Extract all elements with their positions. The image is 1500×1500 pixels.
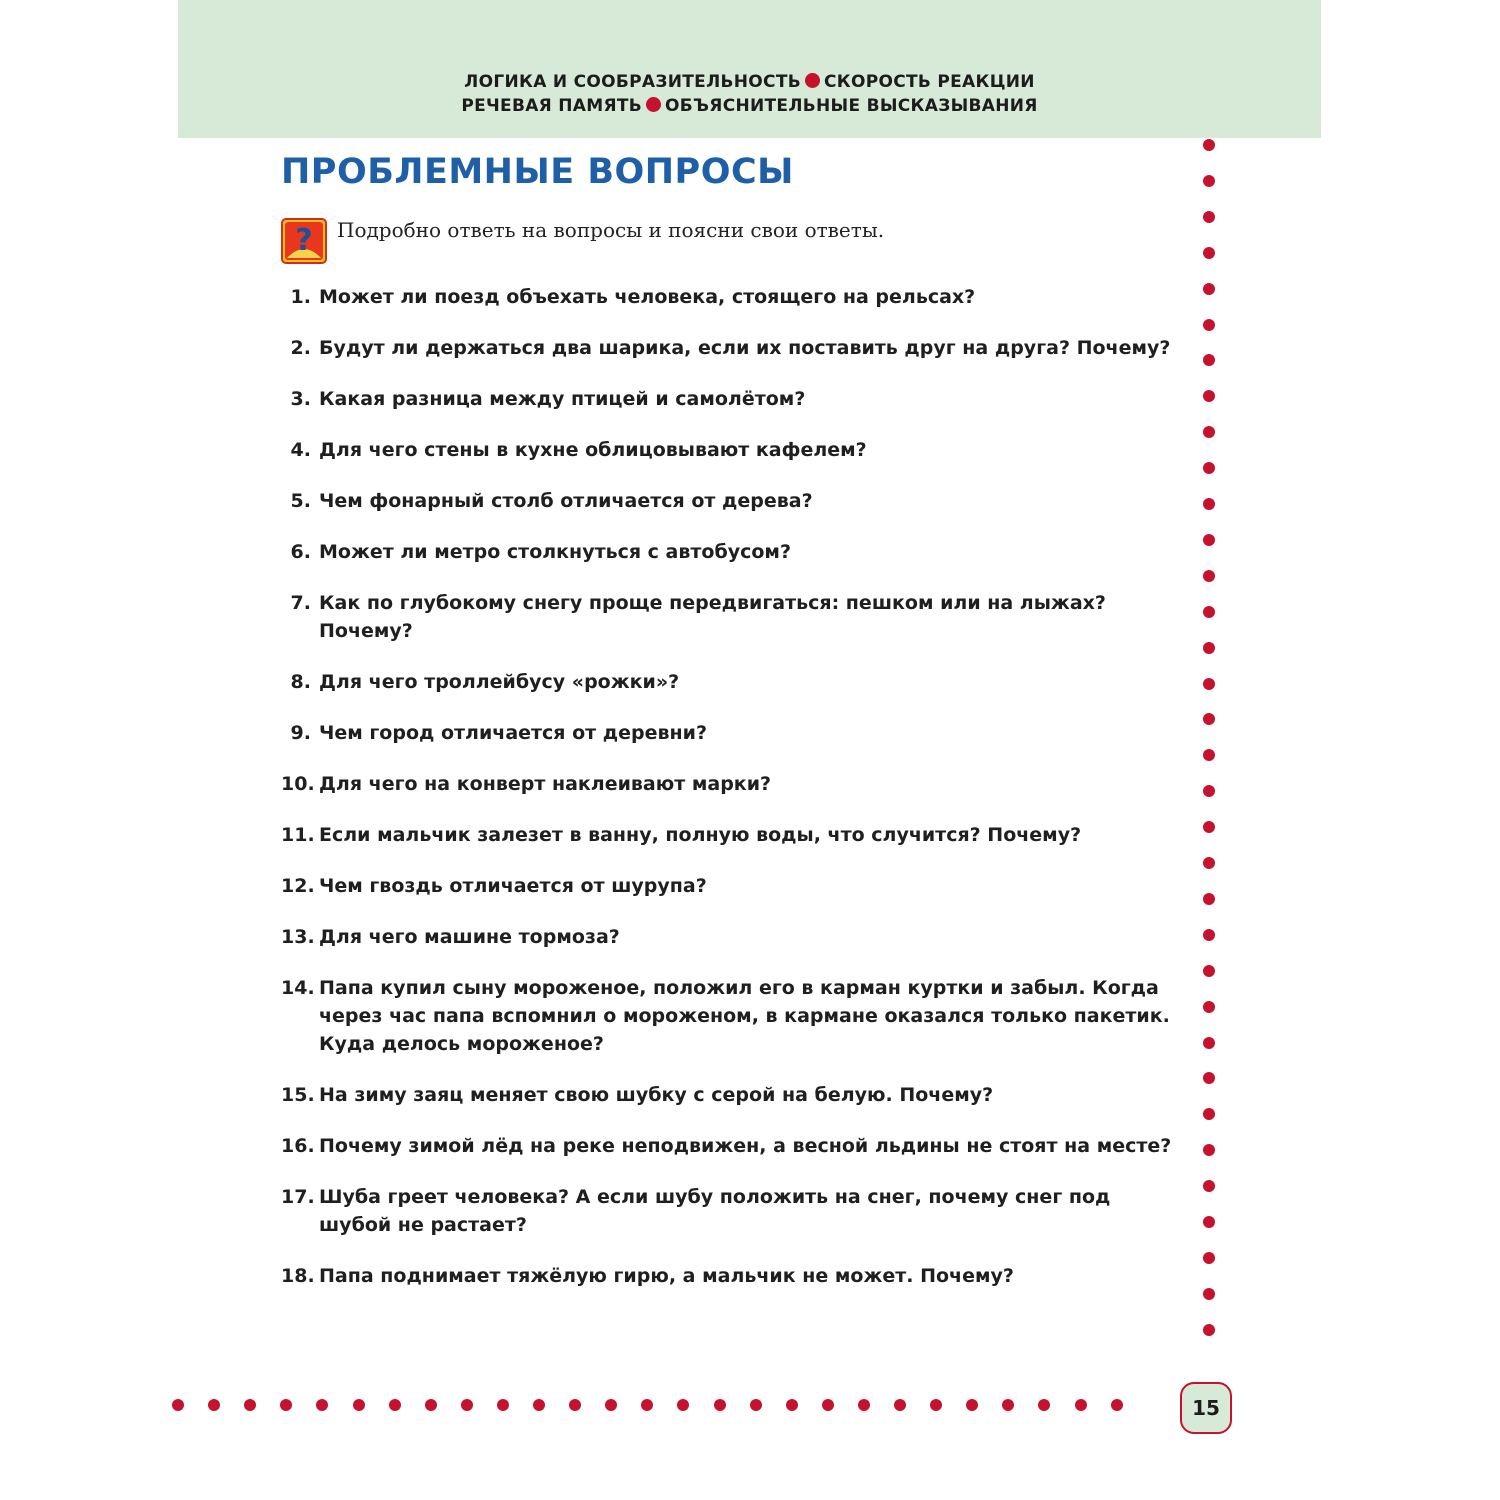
- decorative-dot: [1203, 1180, 1215, 1192]
- question-text: Для чего на конверт наклеивают марки?: [319, 773, 772, 795]
- decorative-dot: [1203, 354, 1215, 366]
- separator-dot-icon: [646, 97, 661, 112]
- decorative-dot: [1203, 713, 1215, 725]
- decorative-dot: [1111, 1399, 1123, 1411]
- question-text: Будут ли держаться два шарика, если их поставить друг на друга? Почему?: [319, 337, 1171, 359]
- question-item: [281, 668, 1181, 696]
- decorative-dot: [1203, 390, 1215, 402]
- decorative-dot: [1203, 1216, 1215, 1228]
- decorative-dot: [208, 1399, 220, 1411]
- question-text: Может ли метро столкнуться с автобусом?: [319, 541, 791, 563]
- decorative-dot: [1203, 642, 1215, 654]
- question-text: Папа купил сыну мороженое, положил его в карман куртки и забыл. Когда через час папа вспомнил о мороженом, в кармане оказался только пакетик. Куда делось мороженое?: [319, 977, 1170, 1055]
- decorative-dot: [1203, 570, 1215, 582]
- decorative-dot: [1203, 1108, 1215, 1120]
- decorative-dots-bottom: [170, 1396, 1170, 1414]
- decorative-dot: [1203, 1037, 1215, 1049]
- question-text: Для чего стены в кухне облицовывают кафелем?: [319, 439, 867, 461]
- question-item: [281, 872, 1181, 900]
- question-item: [281, 385, 1181, 413]
- question-item: [281, 1183, 1181, 1239]
- decorative-dot: [1203, 426, 1215, 438]
- svg-text:?: ?: [295, 223, 313, 258]
- question-number: 7.: [290, 592, 311, 614]
- question-text: Чем город отличается от деревни?: [319, 722, 707, 744]
- question-item: [281, 770, 1181, 798]
- decorative-dot: [966, 1399, 978, 1411]
- question-number: 17.: [281, 1186, 315, 1208]
- decorative-dot: [605, 1399, 617, 1411]
- decorative-dot: [1203, 462, 1215, 474]
- decorative-dot: [786, 1399, 798, 1411]
- decorative-dot: [1203, 319, 1215, 331]
- decorative-dot: [1203, 283, 1215, 295]
- decorative-dot: [1203, 498, 1215, 510]
- question-text: Почему зимой лёд на реке неподвижен, а весной льдины не стоят на месте?: [319, 1135, 1172, 1157]
- decorative-dot: [1203, 211, 1215, 223]
- decorative-dots-right: [1200, 138, 1218, 1368]
- header-line-2: [178, 96, 1321, 116]
- decorative-dot: [1203, 965, 1215, 977]
- question-number: 3.: [290, 388, 311, 410]
- question-number: 9.: [290, 722, 311, 744]
- question-item: [281, 487, 1181, 515]
- decorative-dot: [1203, 1001, 1215, 1013]
- question-item: [281, 283, 1181, 311]
- decorative-dot: [497, 1399, 509, 1411]
- decorative-dot: [1203, 606, 1215, 618]
- question-item: [281, 538, 1181, 566]
- decorative-dot: [244, 1399, 256, 1411]
- page-number: 15: [1192, 1396, 1220, 1420]
- question-text: Какая разница между птицей и самолётом?: [319, 388, 806, 410]
- question-number: 18.: [281, 1265, 315, 1287]
- decorative-dot: [930, 1399, 942, 1411]
- decorative-dot: [822, 1399, 834, 1411]
- header-topic-reaction: СКОРОСТЬ РЕАКЦИИ: [823, 72, 1035, 92]
- separator-dot-icon: [805, 73, 820, 88]
- question-number: 5.: [290, 490, 311, 512]
- question-item: [281, 1262, 1181, 1290]
- decorative-dot: [714, 1399, 726, 1411]
- question-text: Шуба греет человека? А если шубу положить на снег, почему снег под шубой не растает?: [319, 1186, 1111, 1236]
- question-text: Чем фонарный столб отличается от дерева?: [319, 490, 813, 512]
- header-topic-logic: ЛОГИКА И СООБРАЗИТЕЛЬНОСТЬ: [464, 72, 801, 92]
- question-number: 2.: [290, 337, 311, 359]
- question-item: [281, 923, 1181, 951]
- header-line-1: [178, 72, 1321, 92]
- question-item: [281, 1132, 1181, 1160]
- question-text: Если мальчик залезет в ванну, полную воды, что случится? Почему?: [319, 824, 1082, 846]
- question-item: [281, 334, 1181, 362]
- decorative-dot: [533, 1399, 545, 1411]
- question-number: 8.: [290, 671, 311, 693]
- decorative-dot: [677, 1399, 689, 1411]
- question-number: 14.: [281, 977, 315, 999]
- question-item: [281, 719, 1181, 747]
- decorative-dot: [1203, 1252, 1215, 1264]
- question-number: 11.: [281, 824, 315, 846]
- decorative-dot: [1075, 1399, 1087, 1411]
- question-text: Чем гвоздь отличается от шурупа?: [319, 875, 707, 897]
- decorative-dot: [353, 1399, 365, 1411]
- question-text: Может ли поезд объехать человека, стоящего на рельсах?: [319, 286, 976, 308]
- question-item: [281, 436, 1181, 464]
- questions-list: [281, 283, 1181, 1313]
- question-text: На зиму заяц меняет свою шубку с серой на белую. Почему?: [319, 1084, 994, 1106]
- question-text: Папа поднимает тяжёлую гирю, а мальчик не может. Почему?: [319, 1265, 1014, 1287]
- decorative-dot: [1203, 1288, 1215, 1300]
- decorative-dot: [1002, 1399, 1014, 1411]
- question-item: [281, 589, 1181, 645]
- decorative-dot: [461, 1399, 473, 1411]
- question-number: 16.: [281, 1135, 315, 1157]
- decorative-dot: [1203, 1072, 1215, 1084]
- question-number: 1.: [290, 286, 311, 308]
- header-topic-memory: РЕЧЕВАЯ ПАМЯТЬ: [461, 96, 643, 116]
- question-number: 12.: [281, 875, 315, 897]
- question-number: 10.: [281, 773, 315, 795]
- decorative-dot: [569, 1399, 581, 1411]
- decorative-dot: [280, 1399, 292, 1411]
- question-item: [281, 974, 1181, 1058]
- question-item: [281, 821, 1181, 849]
- question-item: [281, 1081, 1181, 1109]
- decorative-dot: [1203, 821, 1215, 833]
- decorative-dot: [1203, 139, 1215, 151]
- decorative-dot: [1203, 749, 1215, 761]
- decorative-dot: [1203, 175, 1215, 187]
- decorative-dot: [1203, 893, 1215, 905]
- question-task-icon: [281, 218, 327, 264]
- question-text: Для чего троллейбусу «рожки»?: [319, 671, 680, 693]
- decorative-dot: [1038, 1399, 1050, 1411]
- question-number: 15.: [281, 1084, 315, 1106]
- question-text: Как по глубокому снегу проще передвигаться: пешком или на лыжах? Почему?: [319, 592, 1106, 642]
- decorative-dot: [1203, 678, 1215, 690]
- decorative-dot: [1203, 534, 1215, 546]
- decorative-dot: [389, 1399, 401, 1411]
- decorative-dot: [1203, 247, 1215, 259]
- header-topic-explanations: ОБЪЯСНИТЕЛЬНЫЕ ВЫСКАЗЫВАНИЯ: [665, 96, 1038, 116]
- decorative-dot: [858, 1399, 870, 1411]
- instruction-text: Подробно ответь на вопросы и поясни свои ответы.: [337, 218, 885, 242]
- decorative-dot: [425, 1399, 437, 1411]
- decorative-dot: [894, 1399, 906, 1411]
- page-title: ПРОБЛЕМНЫЕ ВОПРОСЫ: [281, 152, 794, 192]
- header-band: [178, 0, 1321, 138]
- decorative-dot: [1203, 929, 1215, 941]
- decorative-dot: [172, 1399, 184, 1411]
- decorative-dot: [1203, 785, 1215, 797]
- decorative-dot: [750, 1399, 762, 1411]
- question-number: 4.: [290, 439, 311, 461]
- question-number: 6.: [290, 541, 311, 563]
- decorative-dot: [1203, 1144, 1215, 1156]
- page-number-badge: [1180, 1382, 1232, 1434]
- question-text: Для чего машине тормоза?: [319, 926, 620, 948]
- question-number: 13.: [281, 926, 315, 948]
- decorative-dot: [641, 1399, 653, 1411]
- decorative-dot: [1203, 857, 1215, 869]
- decorative-dot: [316, 1399, 328, 1411]
- decorative-dot: [1203, 1324, 1215, 1336]
